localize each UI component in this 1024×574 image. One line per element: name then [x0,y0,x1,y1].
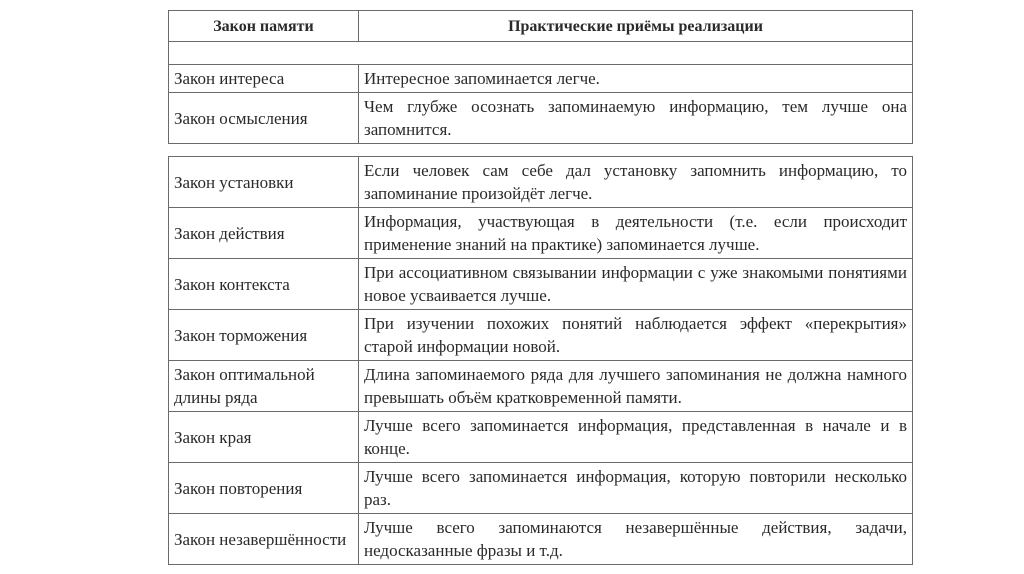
law-cell: Закон торможения [169,310,359,361]
table-header-row [169,11,913,42]
method-cell: Информация, участвующая в деятельности (т.е. если происходит применение знаний на практике) запоминается лучше. [359,208,913,259]
table-row [169,208,913,259]
memory-laws-table-1 [168,10,913,144]
law-cell: Закон действия [169,208,359,259]
memory-laws-document [168,10,912,565]
method-cell: Лучше всего запоминается информация, которую повторили несколько раз. [359,463,913,514]
method-cell: При ассоциативном связывании информации с уже знакомыми понятиями новое усваивается лучше. [359,259,913,310]
table-row [169,259,913,310]
table-row [169,65,913,93]
table-gap [168,144,912,156]
law-cell: Закон края [169,412,359,463]
law-cell: Закон незавершённости [169,514,359,565]
method-cell: Если человек сам себе дал установку запомнить информацию, то запоминание произойдёт легче. [359,157,913,208]
law-cell: Закон повторения [169,463,359,514]
method-cell: Длина запоминаемого ряда для лучшего запоминания не должна намного превышать объём кратковременной памяти. [359,361,913,412]
table-row [169,463,913,514]
spacer-cell [169,42,913,65]
method-cell: Интересное запоминается легче. [359,65,913,93]
table-row [169,412,913,463]
spacer-row [169,42,913,65]
law-cell: Закон оптимальной длины ряда [169,361,359,412]
table-row [169,361,913,412]
table-row [169,157,913,208]
memory-laws-table-2 [168,156,913,565]
table-row [169,514,913,565]
method-cell: Чем глубже осознать запоминаемую информацию, тем лучше она запомнится. [359,93,913,144]
table-row [169,93,913,144]
method-cell: При изучении похожих понятий наблюдается эффект «перекрытия» старой информации новой. [359,310,913,361]
law-cell: Закон осмысления [169,93,359,144]
law-cell: Закон интереса [169,65,359,93]
law-cell: Закон установки [169,157,359,208]
method-cell: Лучше всего запоминаются незавершённые действия, задачи, недосказанные фразы и т.д. [359,514,913,565]
method-cell: Лучше всего запоминается информация, представленная в начале и в конце. [359,412,913,463]
law-cell: Закон контекста [169,259,359,310]
header-methods: Практические приёмы реализации [359,11,913,42]
table-row [169,310,913,361]
header-law: Закон памяти [169,11,359,42]
